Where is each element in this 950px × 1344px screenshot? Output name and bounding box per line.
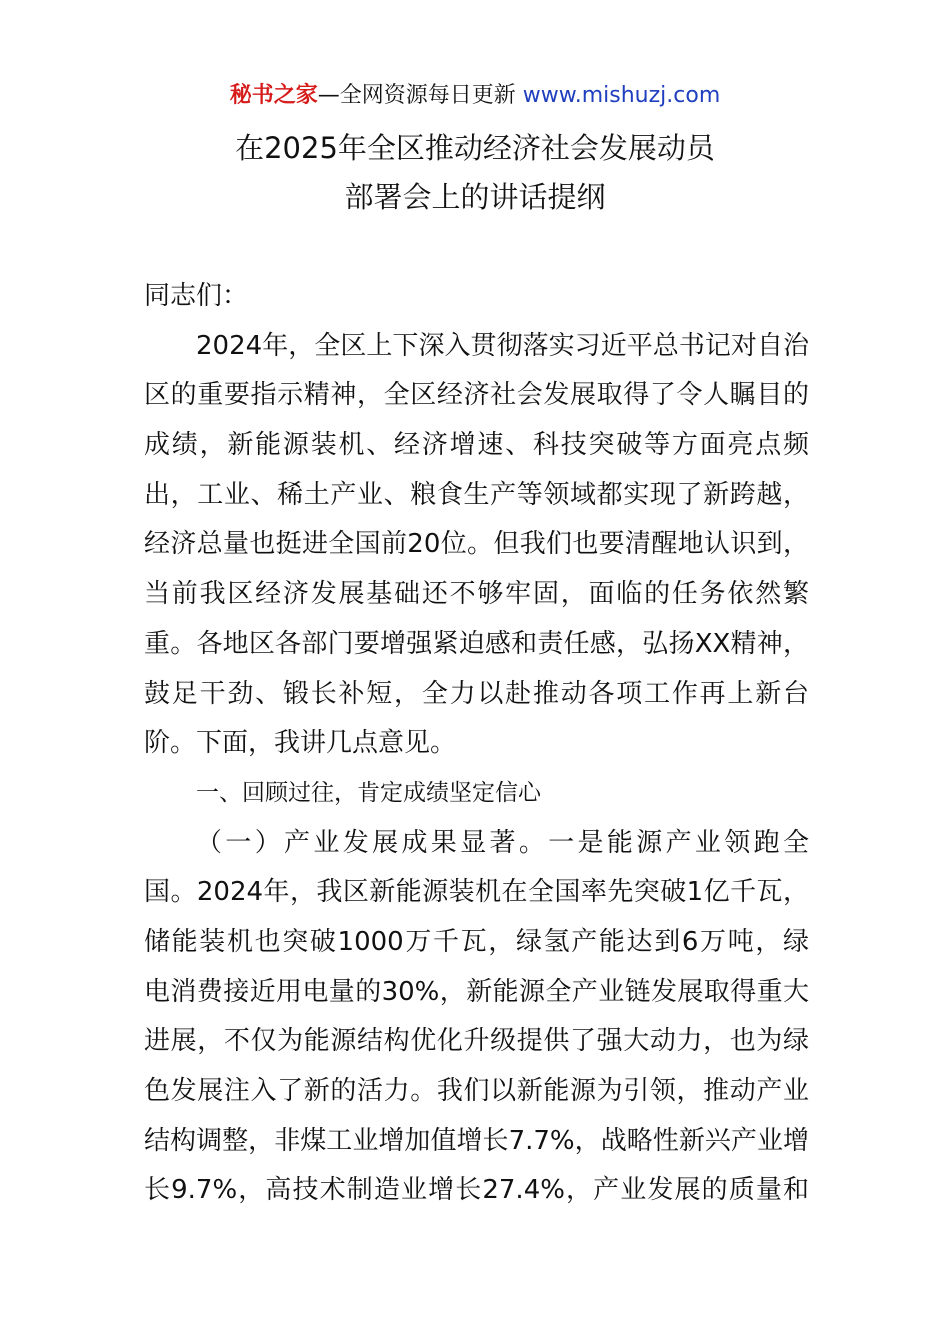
paragraph-line: 2024年，全区上下深入贯彻落实习近平总书记对自治 bbox=[196, 330, 809, 361]
paragraph-line: 鼓足干劲、锻长补短，全力以赴推动各项工作再上新台 bbox=[144, 678, 809, 709]
section-heading: 一、回顾过往，肯定成绩坚定信心 bbox=[196, 779, 541, 806]
document-title-line-2: 部署会上的讲话提纲 bbox=[344, 180, 606, 214]
salutation: 同志们： bbox=[144, 281, 249, 311]
paragraph-line: 进展，不仅为能源结构优化升级提供了强大动力，也为绿 bbox=[144, 1026, 809, 1057]
paragraph-line: 阶。下面，我讲几点意见。 bbox=[144, 728, 457, 759]
paragraph-line: 色发展注入了新的活力。我们以新能源为引领，推动产业 bbox=[144, 1076, 809, 1106]
paragraph-line: 结构调整，非煤工业增加值增长7.7%，战略性新兴产业增 bbox=[144, 1125, 809, 1156]
paragraph-line: 经济总量也挺进全国前20位。但我们也要清醒地认识到， bbox=[144, 529, 809, 560]
site-url-link[interactable]: www.mishuzj.com bbox=[522, 83, 721, 108]
paragraph-line: 重。各地区各部门要增强紧迫感和责任感，弘扬XX精神， bbox=[144, 628, 809, 659]
header-tagline: —全网资源每日更新 bbox=[317, 83, 516, 108]
paragraph-line: 成绩，新能源装机、经济增速、科技突破等方面亮点频 bbox=[144, 430, 809, 461]
paragraph-line: 区的重要指示精神，全区经济社会发展取得了令人瞩目的 bbox=[144, 380, 809, 411]
paragraph-line: （一）产业发展成果显著。一是能源产业领跑全 bbox=[196, 827, 809, 858]
paragraph-line: 储能装机也突破1000万千瓦，绿氢产能达到6万吨，绿 bbox=[144, 926, 809, 957]
document-body bbox=[144, 272, 809, 1216]
paragraph-line: 国。2024年，我区新能源装机在全国率先突破1亿千瓦， bbox=[144, 877, 809, 908]
site-header bbox=[0, 80, 950, 112]
brand-name: 秘书之家 bbox=[229, 83, 318, 108]
paragraph-line: 出，工业、稀土产业、粮食生产等领域都实现了新跨越， bbox=[144, 479, 809, 510]
paragraph-line: 电消费接近用电量的30%，新能源全产业链发展取得重大 bbox=[144, 976, 809, 1007]
paragraph-line: 长9.7%，高技术制造业增长27.4%，产业发展的质量和 bbox=[144, 1175, 809, 1206]
paragraph-line: 当前我区经济发展基础还不够牢固，面临的任务依然繁 bbox=[144, 579, 809, 610]
document-title-line-1: 在2025年全区推动经济社会发展动员 bbox=[235, 131, 715, 165]
